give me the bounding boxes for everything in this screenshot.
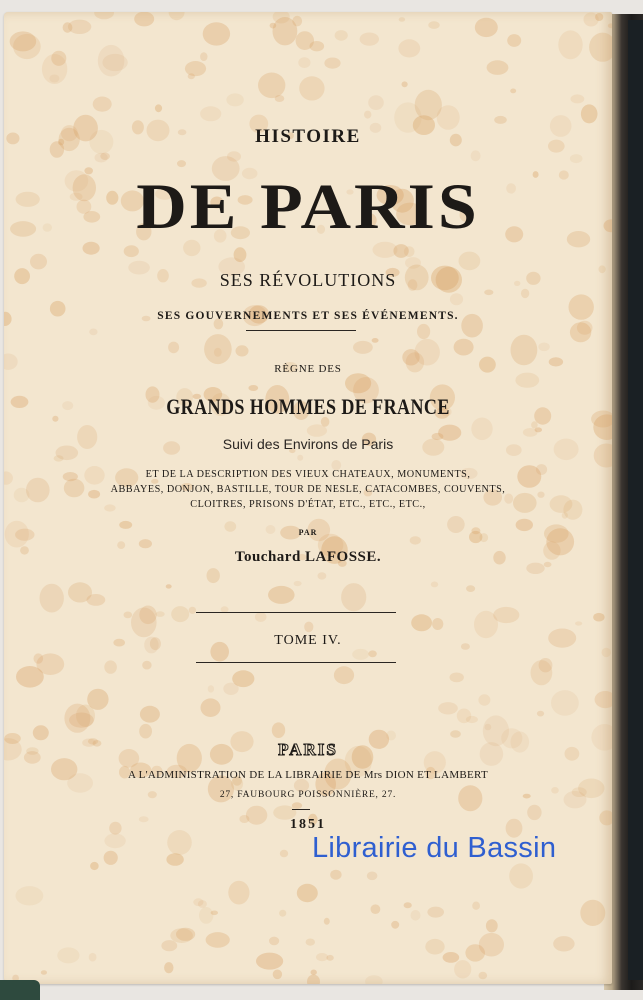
foxing-spot [318,572,327,579]
publisher-address: 27, FAUBOURG POISSONNIÈRE, 27. [219,790,397,800]
foxing-spot [185,61,206,76]
foxing-spot [255,612,267,622]
foxing-spot [156,611,165,617]
foxing-spot [431,582,438,588]
foxing-spot [63,22,73,32]
foxing-spot [236,345,249,356]
foxing-spot [494,116,507,124]
foxing-spot [531,421,538,428]
foxing-spot [294,581,302,586]
foxing-spot [367,872,378,881]
foxing-spot [68,582,92,602]
foxing-spot [404,246,415,257]
foxing-spot [201,698,221,717]
foxing-spot [417,324,430,339]
foxing-spot [368,650,376,657]
foxing-spot [280,850,288,858]
foxing-spot [223,683,238,695]
foxing-spot [198,900,207,908]
foxing-spot [353,341,373,354]
foxing-spot [551,690,579,716]
foxing-spot [256,953,283,970]
subtitle-gouvernements: SES GOUVERNEMENTS ET SES ÉVÉNEMENTS. [157,310,459,322]
foxing-spot [124,245,139,257]
divider-rule [246,330,356,331]
foxing-spot [487,60,509,75]
foxing-spot [171,606,189,622]
foxing-spot [272,722,285,738]
foxing-spot [170,928,193,943]
foxing-spot [211,911,218,916]
foxing-spot [510,89,516,94]
foxing-spot [471,150,481,161]
foxing-spot [275,95,285,102]
volume-number: TOME IV. [274,633,342,648]
foxing-spot [13,34,41,59]
foxing-spot [511,335,538,366]
foxing-spot [304,622,313,633]
book-cover-edge [628,20,643,980]
foxing-spot [335,30,348,41]
foxing-spot [602,648,611,657]
foxing-spot [30,254,47,270]
foxing-spot [200,106,221,121]
foxing-spot [427,907,444,918]
foxing-spot [537,711,544,717]
foxing-spot [270,23,277,29]
foxing-spot [581,104,598,123]
foxing-spot [368,95,384,110]
foxing-spot [509,863,533,888]
foxing-spot [360,33,379,46]
foxing-spot [142,661,151,670]
foxing-spot [41,970,47,975]
foxing-spot [168,342,179,354]
description-line: ET DE LA DESCRIPTION DES VIEUX CHATEAUX, MONUMENTS, [145,469,471,480]
description-line: CLOITRES, PRISONS D'ÉTAT, ETC., ETC., ETC., [190,499,426,510]
foxing-spot [454,960,471,978]
foxing-spot [415,90,442,120]
foxing-spot [324,58,340,69]
foxing-spot [140,706,160,723]
foxing-spot [164,962,173,973]
foxing-spot [11,396,29,408]
foxing-spot [507,34,521,47]
foxing-spot [341,583,366,611]
foxing-spot [90,862,99,870]
foxing-spot [531,660,553,685]
foxing-spot [589,33,612,62]
foxing-spot [166,584,172,588]
foxing-spot [307,975,320,984]
foxing-spot [411,614,432,631]
publisher-line: A L'ADMINISTRATION DE LA LIBRAIRIE DE Mrs DION ET LAMBERT [127,769,489,781]
foxing-spot [206,932,230,948]
foxing-spot [411,910,421,921]
foxing-spot [204,334,232,364]
foxing-spot [297,884,318,902]
main-title: DE PARIS [136,172,480,243]
foxing-spot [208,685,214,692]
author-name: Touchard LAFOSSE. [234,549,382,565]
foxing-spot [228,881,249,905]
foxing-spot [269,937,279,946]
foxing-spot [40,584,64,613]
foxing-spot [472,902,480,910]
foxing-spot [169,12,185,20]
foxing-spot [89,953,97,962]
foxing-spot [326,955,333,961]
foxing-spot [478,694,490,705]
foxing-spot [298,57,310,68]
foxing-spot [248,385,258,391]
foxing-spot [161,940,177,951]
subtitle-revolutions: SES RÉVOLUTIONS [219,270,397,290]
foxing-spot [438,702,458,714]
foxing-spot [311,970,317,976]
foxing-spot [306,939,315,946]
foxing-spot [199,907,213,924]
foxing-spot [268,586,295,604]
foxing-spot [330,870,341,880]
foxing-spot [399,17,405,22]
foxing-spot [16,886,44,905]
foxing-spot [334,666,354,684]
foxing-spot [575,621,582,625]
foxing-spot [570,154,583,163]
foxing-spot [570,322,591,342]
foxing-spot [207,568,220,583]
foxing-spot [200,52,207,61]
foxing-spot [177,160,186,167]
foxing-spot [364,111,371,119]
bookseller-watermark: Librairie du Bassin [312,832,557,864]
small-rule [292,809,310,810]
foxing-spot [593,613,604,622]
foxing-spot [166,853,183,866]
foxing-spot [595,691,612,708]
foxing-spot [94,12,114,19]
foxing-spot [104,851,118,865]
regne-heading: RÈGNE DES [274,363,342,375]
foxing-spot [558,30,582,59]
foxing-spot [139,539,152,548]
tome-rule-bottom [196,662,396,663]
foxing-spot [155,104,162,112]
foxing-spot [258,73,285,99]
foxing-spot [450,673,464,683]
foxing-spot [89,329,97,336]
foxing-spot [410,536,421,544]
foxing-spot [95,153,108,163]
foxing-spot [365,975,383,984]
foxing-spot [371,904,381,914]
foxing-spot [352,649,369,660]
foxing-spot [189,607,196,614]
foxing-spot [405,257,421,269]
foxing-spot [584,13,599,27]
foxing-spot [139,606,156,625]
grands-hommes-heading: GRANDS HOMMES DE FRANCE [166,394,450,419]
foxing-spot [34,653,44,663]
foxing-spot [486,919,498,932]
foxing-spot [279,910,286,917]
foxing-spot [457,709,471,724]
foxing-spot [104,660,117,673]
foxing-spot [42,54,67,84]
foxing-spot [296,31,314,50]
foxing-spot [316,953,328,961]
foxing-spot [57,947,79,963]
foxing-spot [104,833,125,848]
foxing-spot [428,21,439,29]
foxing-spot [324,918,330,925]
foxing-spot [52,416,58,422]
foxing-spot [203,22,230,45]
par-label: PAR [298,528,318,537]
foxing-spot [307,424,327,436]
foxing-spot [16,666,44,688]
foxing-spot [54,455,64,461]
foxing-spot [102,54,127,71]
foxing-spot [273,970,282,980]
foxing-spot [459,252,481,271]
foxing-spot [608,23,612,28]
foxing-spot [479,933,504,957]
foxing-spot [117,541,125,549]
foxing-spot [450,730,461,737]
foxing-spot [167,830,192,855]
suivi-line: Suivi des Environs de Paris [222,436,394,452]
foxing-spot [139,724,152,739]
foxing-spot [485,724,492,731]
foxing-spot [292,16,302,27]
title-histoire: HISTOIRE [255,126,361,147]
foxing-spot [391,921,399,929]
foxing-spot [425,939,444,955]
foxing-spot [64,704,90,733]
foxing-spot [443,952,460,963]
foxing-spot [93,97,112,112]
foxing-spot [466,585,475,592]
foxing-spot [479,972,488,980]
foxing-spot [450,293,463,305]
foxing-spot [404,902,412,908]
foxing-spot [372,338,379,343]
foxing-spot [553,936,574,951]
foxing-spot [538,343,549,352]
tome-rule-top [196,612,396,613]
foxing-spot [454,339,474,356]
foxing-spot [134,12,154,26]
foxing-spot [33,725,49,740]
foxing-spot [297,455,303,461]
foxing-spot [475,18,498,37]
foxing-spot [226,93,243,106]
foxing-spot [124,612,133,619]
description-line: ABBAYES, DONJON, BASTILLE, TOUR DE NESLE, CATACOMBES, COUVENTS, [110,484,506,495]
cover-corner [0,980,40,1000]
imprint-city: PARIS [278,740,338,759]
foxing-spot [562,512,568,519]
foxing-spot [580,900,605,926]
foxing-spot [571,94,585,103]
foxing-spot [299,76,324,100]
foxing-spot [398,39,420,57]
foxing-spot [432,618,443,630]
foxing-spot [402,81,408,87]
publication-year: 1851 [290,817,326,832]
